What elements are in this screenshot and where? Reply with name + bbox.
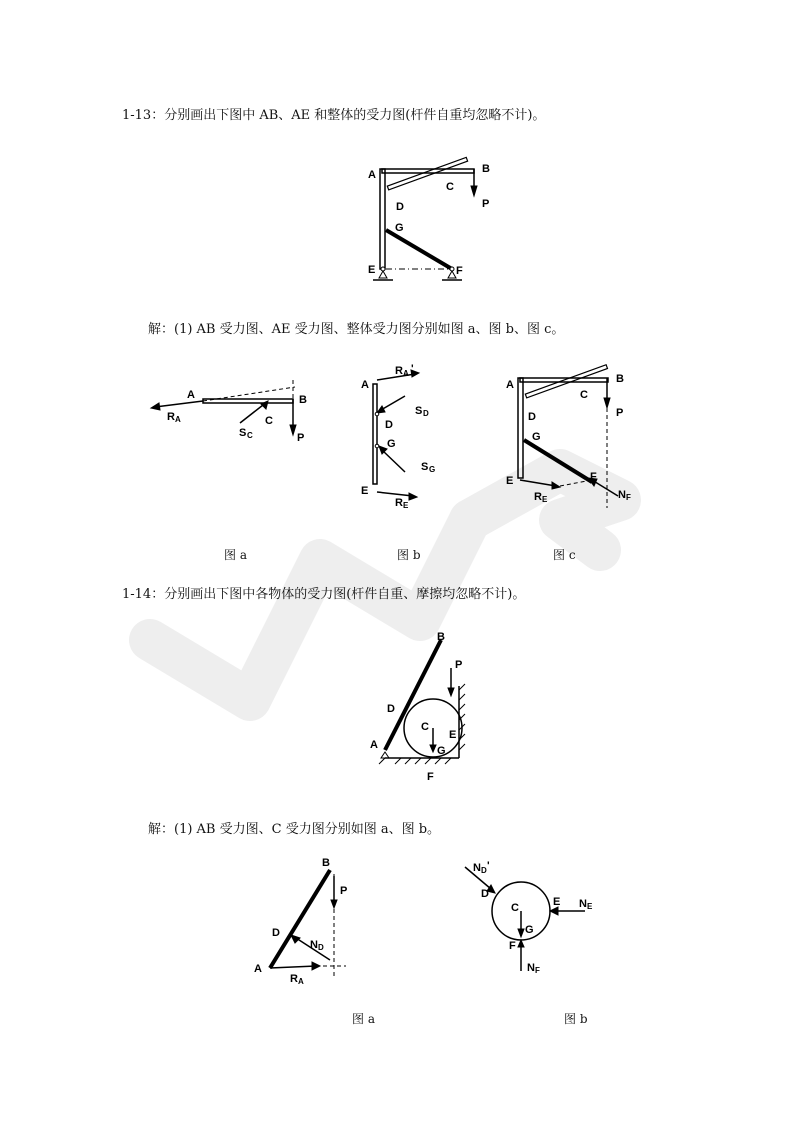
svg-text:E: E — [542, 495, 548, 504]
caption-13a: 图 a — [224, 548, 247, 562]
svg-text:P: P — [455, 659, 463, 671]
figure-1-14-b — [455, 855, 605, 985]
svg-text:G: G — [532, 431, 541, 443]
svg-text:G: G — [387, 438, 396, 450]
figure-1-13-c — [500, 368, 645, 518]
svg-text:A: A — [368, 169, 376, 181]
caption-14b: 图 b — [564, 1012, 588, 1026]
figure-1-14-main — [365, 628, 480, 783]
svg-text:E: E — [403, 501, 409, 510]
svg-text:D: D — [481, 866, 487, 875]
svg-text:P: P — [482, 198, 490, 210]
svg-text:D: D — [318, 943, 324, 952]
svg-text:G: G — [429, 465, 436, 474]
svg-text:B: B — [616, 373, 624, 385]
svg-text:D: D — [387, 703, 395, 715]
svg-text:R: R — [395, 365, 403, 377]
svg-text:B: B — [299, 394, 307, 406]
svg-text:N: N — [618, 489, 626, 501]
svg-text:R: R — [534, 491, 542, 503]
svg-text:D: D — [385, 419, 393, 431]
svg-text:C: C — [265, 415, 273, 427]
svg-text:P: P — [297, 432, 305, 444]
svg-text:S: S — [415, 405, 423, 417]
svg-text:B: B — [482, 163, 490, 175]
svg-text:E: E — [368, 264, 376, 276]
svg-text:F: F — [590, 471, 597, 483]
svg-text:R: R — [167, 411, 175, 423]
svg-text:E: E — [587, 902, 593, 911]
svg-text:A: A — [175, 415, 181, 424]
svg-text:E: E — [506, 475, 514, 487]
svg-text:A: A — [298, 977, 304, 986]
caption-14a: 图 a — [352, 1012, 375, 1026]
svg-text:D: D — [272, 927, 280, 939]
problem-13-solution: 解：(1) AB 受力图、AE 受力图、整体受力图分别如图 a、图 b、图 c。 — [148, 322, 565, 337]
svg-text:B: B — [322, 857, 330, 869]
svg-text:A: A — [506, 379, 514, 391]
svg-text:C: C — [511, 902, 519, 914]
svg-text:D: D — [481, 888, 489, 900]
svg-text:F: F — [626, 493, 631, 502]
svg-text:D: D — [423, 409, 429, 418]
figure-1-13-b — [355, 362, 455, 512]
problem-14-title: 1-14：分别画出下图中各物体的受力图(杆件自重、摩擦均忽略不计)。 — [122, 587, 526, 602]
figure-1-14-a — [250, 852, 360, 992]
svg-text:R: R — [395, 497, 403, 509]
svg-text:E: E — [361, 485, 369, 497]
svg-text:R: R — [290, 973, 298, 985]
svg-text:C: C — [247, 431, 253, 440]
svg-text:D: D — [528, 411, 536, 423]
svg-text:A: A — [254, 963, 262, 975]
svg-text:S: S — [239, 427, 247, 439]
svg-text:P: P — [616, 407, 624, 419]
problem-13-title: 1-13：分别画出下图中 AB、AE 和整体的受力图(杆件自重均忽略不计)。 — [122, 108, 546, 123]
problem-14-solution: 解：(1) AB 受力图、C 受力图分别如图 a、图 b。 — [148, 822, 441, 837]
svg-text:F: F — [535, 966, 540, 975]
svg-text:': ' — [411, 363, 414, 375]
svg-text:F: F — [456, 265, 463, 277]
svg-text:P: P — [340, 885, 348, 897]
caption-13b: 图 b — [397, 548, 421, 562]
svg-text:C: C — [421, 721, 429, 733]
svg-text:B: B — [437, 631, 445, 643]
svg-text:A: A — [370, 739, 378, 751]
svg-text:': ' — [487, 860, 490, 872]
svg-text:F: F — [427, 771, 434, 783]
svg-text:G: G — [525, 924, 534, 936]
caption-13c: 图 c — [553, 548, 576, 562]
svg-text:E: E — [553, 896, 561, 908]
svg-text:F: F — [509, 940, 516, 952]
svg-text:G: G — [395, 222, 404, 234]
svg-text:A: A — [361, 379, 369, 391]
svg-text:G: G — [437, 745, 446, 757]
svg-text:E: E — [449, 729, 457, 741]
svg-text:N: N — [527, 962, 535, 974]
svg-text:N: N — [473, 862, 481, 874]
figure-1-13-a — [145, 375, 315, 450]
figure-1-13-frame — [360, 158, 500, 298]
svg-text:N: N — [579, 898, 587, 910]
svg-text:C: C — [580, 389, 588, 401]
svg-text:C: C — [446, 181, 454, 193]
svg-text:A: A — [403, 369, 409, 378]
svg-text:A: A — [187, 389, 195, 401]
svg-text:D: D — [396, 201, 404, 213]
svg-text:N: N — [310, 939, 318, 951]
svg-text:S: S — [421, 461, 429, 473]
